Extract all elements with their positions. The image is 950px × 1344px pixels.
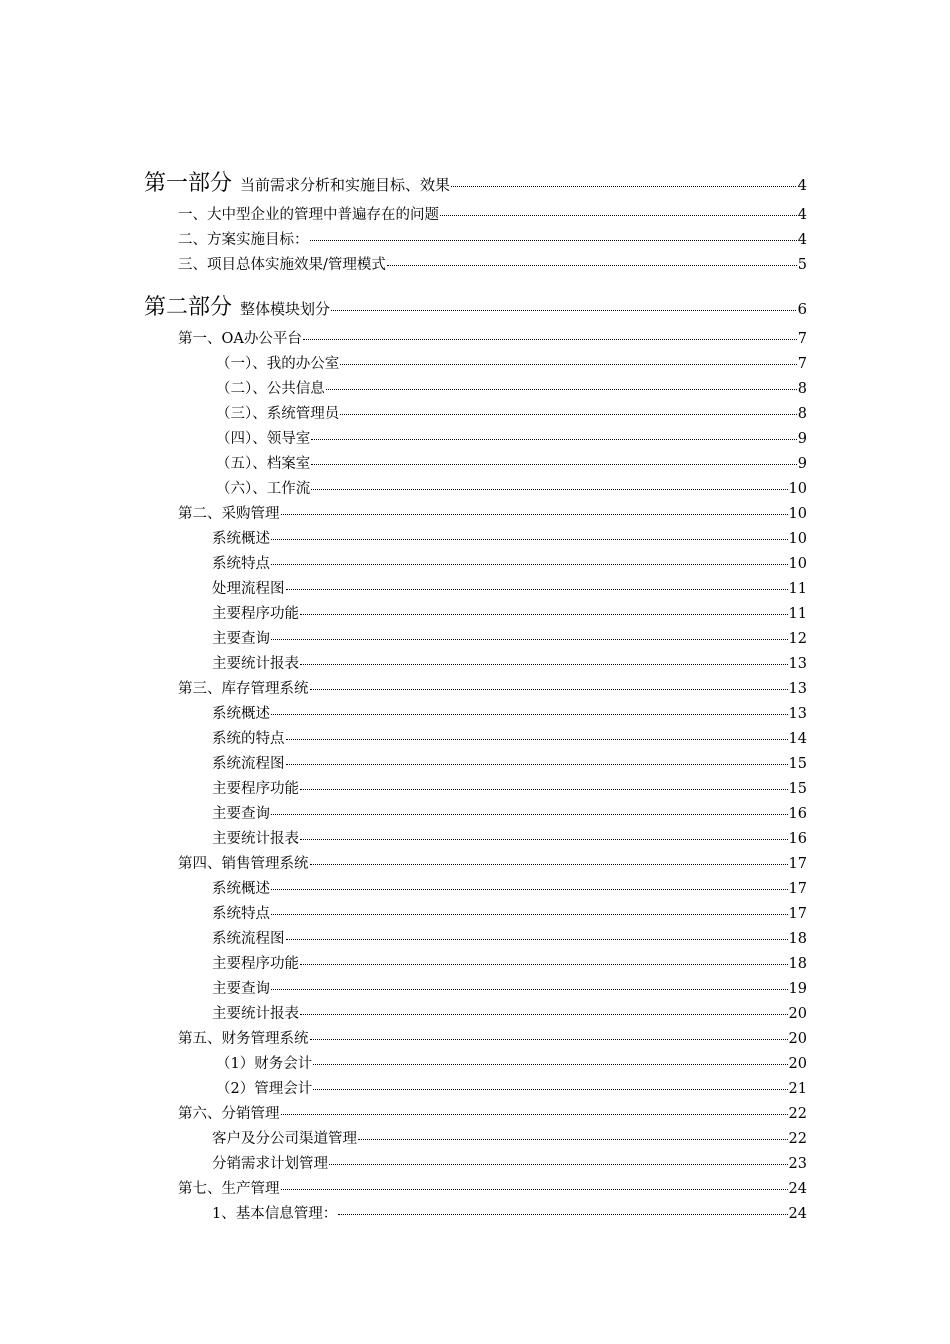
- page-number: 10: [788, 506, 807, 522]
- dot-leader: [329, 1164, 788, 1165]
- page-number: 17: [788, 906, 807, 922]
- toc-entry[interactable]: [216, 352, 807, 373]
- dot-leader: [331, 310, 796, 311]
- toc-entry-title: 当前需求分析和实施目标、效果: [240, 176, 451, 194]
- toc-entry-title: 系统概述: [212, 531, 270, 547]
- toc-entry[interactable]: [178, 1177, 807, 1198]
- dot-leader: [338, 1214, 787, 1215]
- toc-entry[interactable]: [212, 1002, 807, 1023]
- page-number: 8: [797, 381, 807, 397]
- toc-entry-title: （六）、工作流: [216, 481, 311, 497]
- page-number: 13: [788, 681, 807, 697]
- dot-leader: [300, 839, 788, 840]
- page-number: 23: [788, 1156, 807, 1172]
- toc-entry-title: （1）财务会计: [216, 1056, 313, 1072]
- page-number: 21: [788, 1081, 807, 1097]
- toc-entry-title: （一）、我的办公室: [216, 356, 340, 372]
- dot-leader: [358, 1139, 788, 1140]
- page-number: 13: [788, 656, 807, 672]
- dot-leader: [313, 1064, 787, 1065]
- toc-entry-title: （五）、档案室: [216, 456, 311, 472]
- page-number: 7: [797, 356, 807, 372]
- page-number: 17: [788, 881, 807, 897]
- toc-entry-title: 系统特点: [212, 906, 270, 922]
- toc-entry-title: 二、方案实施目标：: [178, 232, 309, 248]
- page-number: 8: [797, 406, 807, 422]
- dot-leader: [310, 240, 797, 241]
- dot-leader: [311, 489, 787, 490]
- dot-leader: [271, 564, 788, 565]
- dot-leader: [300, 664, 788, 665]
- toc-entry[interactable]: [212, 727, 807, 748]
- page-number: 16: [788, 831, 807, 847]
- toc-entry[interactable]: [212, 527, 807, 548]
- toc-entry-title: 系统流程图: [212, 931, 285, 947]
- dot-leader: [281, 1114, 788, 1115]
- toc-entry[interactable]: [178, 1102, 807, 1123]
- toc-entry-title: 系统特点: [212, 556, 270, 572]
- toc-entry-title: 第二、采购管理: [178, 506, 280, 522]
- toc-entry-title: 1、基本信息管理：: [212, 1206, 338, 1222]
- toc-entry-title: 第四、销售管理系统: [178, 856, 309, 872]
- page-number: 4: [797, 207, 807, 223]
- toc-entry[interactable]: [178, 677, 807, 698]
- dot-leader: [440, 215, 797, 216]
- page-number: 11: [788, 581, 807, 597]
- page-number: 12: [788, 631, 807, 647]
- page-number: 5: [797, 257, 807, 273]
- dot-leader: [451, 186, 796, 187]
- page-number: 7: [797, 331, 807, 347]
- dot-leader: [310, 1039, 788, 1040]
- toc-entry[interactable]: [212, 602, 807, 623]
- toc-entry-title: 系统概述: [212, 706, 270, 722]
- page-number: 4: [797, 232, 807, 248]
- dot-leader: [300, 789, 788, 790]
- dot-leader: [271, 539, 788, 540]
- toc-entry[interactable]: [212, 1152, 807, 1173]
- toc-entry-title: 处理流程图: [212, 581, 285, 597]
- dot-leader: [313, 1089, 787, 1090]
- page-number: 24: [788, 1206, 807, 1222]
- toc-entry[interactable]: [216, 1077, 807, 1098]
- toc-entry-title: （四）、领导室: [216, 431, 311, 447]
- toc-entry-title: 系统概述: [212, 881, 270, 897]
- part-heading: 第一部分: [144, 171, 233, 196]
- toc-entry-title: 一、大中型企业的管理中普遍存在的问题: [178, 207, 439, 223]
- page-number: 15: [788, 781, 807, 797]
- toc-entry-title: 主要程序功能: [212, 956, 299, 972]
- page-number: 13: [788, 706, 807, 722]
- toc-entry[interactable]: [212, 627, 807, 648]
- dot-leader: [281, 514, 788, 515]
- dot-leader: [326, 389, 797, 390]
- toc-entry[interactable]: [178, 852, 807, 873]
- page-number: 19: [788, 981, 807, 997]
- toc-entry-title: 客户及分公司渠道管理: [212, 1131, 357, 1147]
- toc-entry-title: 三、项目总体实施效果/管理模式: [178, 257, 386, 273]
- toc-entry[interactable]: [212, 777, 807, 798]
- page-number: 9: [797, 431, 807, 447]
- toc-entry[interactable]: [212, 877, 807, 898]
- toc-entry[interactable]: [144, 290, 807, 321]
- toc-entry-title: 系统的特点: [212, 731, 285, 747]
- dot-leader: [271, 714, 788, 715]
- toc-entry[interactable]: [144, 166, 807, 197]
- toc-entry[interactable]: [178, 203, 807, 224]
- toc-entry[interactable]: [212, 552, 807, 573]
- dot-leader: [300, 964, 788, 965]
- toc-entry-title: 主要查询: [212, 631, 270, 647]
- toc-entry-title: 整体模块划分: [240, 300, 331, 318]
- page-number: 6: [797, 300, 807, 318]
- dot-leader: [310, 864, 788, 865]
- toc-entry-title: （三）、系统管理员: [216, 406, 340, 422]
- toc-entry-title: 主要查询: [212, 981, 270, 997]
- page-number: 16: [788, 806, 807, 822]
- page-number: 17: [788, 856, 807, 872]
- dot-leader: [300, 1014, 788, 1015]
- toc-entry-title: （二）、公共信息: [216, 381, 325, 397]
- page-number: 20: [788, 1056, 807, 1072]
- page-number: 14: [788, 731, 807, 747]
- toc-entry[interactable]: [216, 377, 807, 398]
- page-number: 18: [788, 931, 807, 947]
- dot-leader: [281, 1189, 788, 1190]
- dot-leader: [303, 339, 797, 340]
- toc-entry[interactable]: [212, 902, 807, 923]
- dot-leader: [271, 914, 788, 915]
- page-number: 10: [788, 481, 807, 497]
- dot-leader: [300, 614, 788, 615]
- toc-entry[interactable]: [212, 1202, 807, 1223]
- page-number: 11: [788, 606, 807, 622]
- page-number: 10: [788, 556, 807, 572]
- toc-entry[interactable]: [216, 427, 807, 448]
- page-number: 20: [788, 1006, 807, 1022]
- toc-entry[interactable]: [212, 827, 807, 848]
- toc-entry-title: 主要程序功能: [212, 606, 299, 622]
- toc-entry[interactable]: [216, 477, 807, 498]
- toc-entry[interactable]: [216, 452, 807, 473]
- dot-leader: [340, 364, 797, 365]
- dot-leader: [310, 689, 788, 690]
- toc-entry-title: 第一、OA办公平台: [178, 331, 302, 347]
- dot-leader: [271, 989, 788, 990]
- toc-entry[interactable]: [216, 402, 807, 423]
- toc-entry[interactable]: [178, 253, 807, 274]
- dot-leader: [271, 639, 788, 640]
- toc-entry-title: 分销需求计划管理: [212, 1156, 328, 1172]
- toc-entry-title: 主要程序功能: [212, 781, 299, 797]
- dot-leader: [286, 589, 788, 590]
- page-number: 24: [788, 1181, 807, 1197]
- dot-leader: [286, 939, 788, 940]
- toc-entry[interactable]: [212, 977, 807, 998]
- dot-leader: [286, 764, 788, 765]
- page-number: 22: [788, 1106, 807, 1122]
- page-number: 18: [788, 956, 807, 972]
- page-number: 15: [788, 756, 807, 772]
- dot-leader: [271, 889, 788, 890]
- toc-entry-title: 第三、库存管理系统: [178, 681, 309, 697]
- toc-entry[interactable]: [178, 228, 807, 249]
- toc-entry-title: 主要查询: [212, 806, 270, 822]
- toc-entry-title: 系统流程图: [212, 756, 285, 772]
- toc-entry-title: 第六、分销管理: [178, 1106, 280, 1122]
- dot-leader: [311, 439, 797, 440]
- toc-entry-title: 主要统计报表: [212, 1006, 299, 1022]
- toc-entry[interactable]: [178, 1027, 807, 1048]
- toc-entry-title: 第七、生产管理: [178, 1181, 280, 1197]
- toc-entry[interactable]: [212, 1127, 807, 1148]
- toc-entry-title: （2）管理会计: [216, 1081, 313, 1097]
- page-number: 10: [788, 531, 807, 547]
- toc-entry[interactable]: [178, 502, 807, 523]
- toc-entry[interactable]: [212, 752, 807, 773]
- toc-entry[interactable]: [212, 652, 807, 673]
- toc-entry[interactable]: [212, 927, 807, 948]
- page-number: 20: [788, 1031, 807, 1047]
- dot-leader: [387, 265, 797, 266]
- toc-entry[interactable]: [178, 327, 807, 348]
- page-number: 4: [797, 176, 807, 194]
- toc-entry[interactable]: [212, 802, 807, 823]
- toc-entry[interactable]: [216, 1052, 807, 1073]
- dot-leader: [271, 814, 788, 815]
- toc-entry-title: 第五、财务管理系统: [178, 1031, 309, 1047]
- toc-entry[interactable]: [212, 702, 807, 723]
- dot-leader: [286, 739, 788, 740]
- toc-entry-title: 主要统计报表: [212, 656, 299, 672]
- toc-entry[interactable]: [212, 952, 807, 973]
- page-number: 22: [788, 1131, 807, 1147]
- dot-leader: [340, 414, 797, 415]
- dot-leader: [311, 464, 797, 465]
- toc-entry-title: 主要统计报表: [212, 831, 299, 847]
- page-number: 9: [797, 456, 807, 472]
- part-heading: 第二部分: [144, 295, 233, 320]
- toc-entry[interactable]: [212, 577, 807, 598]
